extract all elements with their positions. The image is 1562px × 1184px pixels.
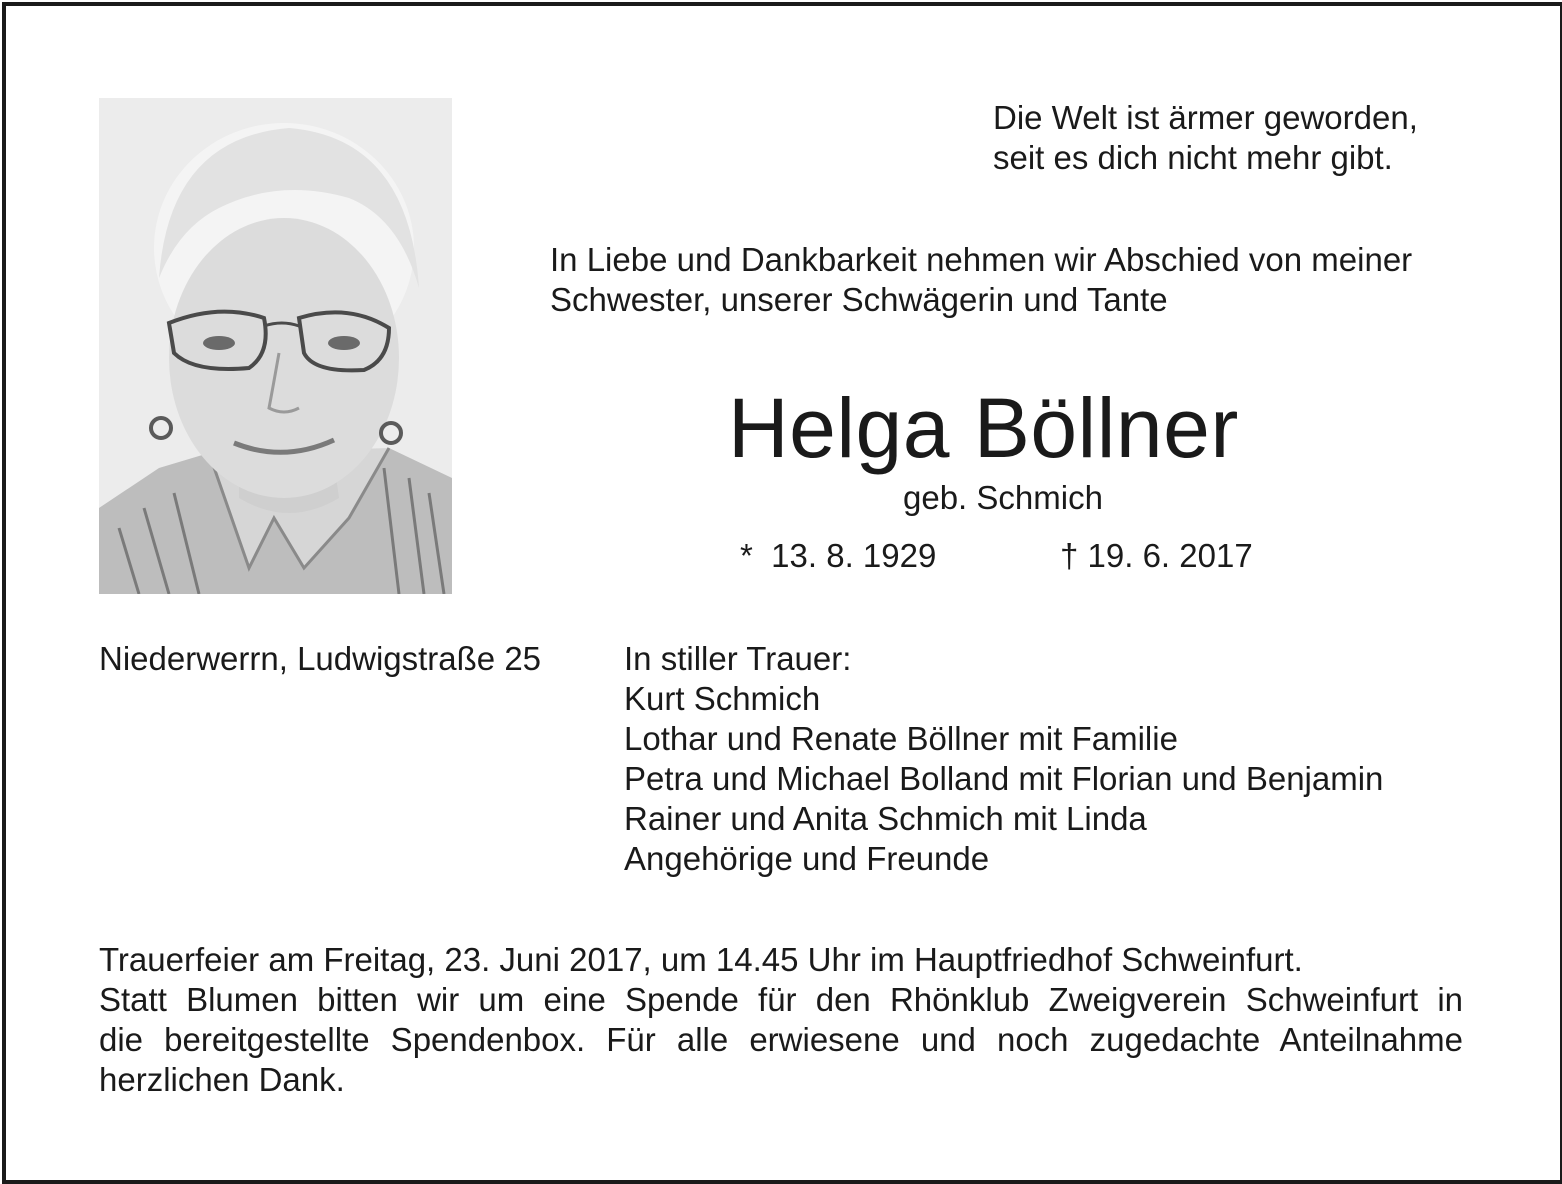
closing-line: Statt Blumen bitten wir um eine Spende für den Rhönklub Zweigverein Schweinfurt in — [99, 981, 1463, 1018]
closing-line: herzlichen Dank. — [99, 1061, 345, 1098]
portrait-image — [99, 98, 452, 594]
closing-text — [99, 940, 1463, 1100]
maiden-name: geb. Schmich — [903, 479, 1103, 516]
portrait-photo — [99, 98, 452, 594]
mourner-name: Lothar und Renate Böllner mit Familie — [624, 720, 1178, 757]
address: Niederwerrn, Ludwigstraße 25 — [99, 640, 542, 677]
mourner-name: Angehörige und Freunde — [624, 840, 990, 877]
mourners-list — [624, 639, 1383, 879]
deceased-name: Helga Böllner — [728, 381, 1239, 475]
birth-date: * 13. 8. 1929 — [740, 537, 937, 574]
mourners-heading: In stiller Trauer: — [624, 640, 852, 677]
mourner-name: Rainer und Anita Schmich mit Linda — [624, 800, 1147, 837]
intro-text: In Liebe und Dankbarkeit nehmen wir Abschied von meiner Schwester, unserer Schwägerin und Tante — [550, 241, 1413, 318]
mourner-name: Kurt Schmich — [624, 680, 821, 717]
memorial-quote: Die Welt ist ärmer geworden, seit es dich nicht mehr gibt. — [993, 99, 1418, 176]
mourner-name: Petra und Michael Bolland mit Florian und Benjamin — [624, 760, 1384, 797]
death-date: † 19. 6. 2017 — [1060, 537, 1253, 574]
closing-line: Trauerfeier am Freitag, 23. Juni 2017, um 14.45 Uhr im Hauptfriedhof Schweinfurt. — [99, 941, 1303, 978]
closing-line: die bereitgestellte Spendenbox. Für alle erwiesene und noch zugedachte Anteilnahme — [99, 1021, 1463, 1058]
